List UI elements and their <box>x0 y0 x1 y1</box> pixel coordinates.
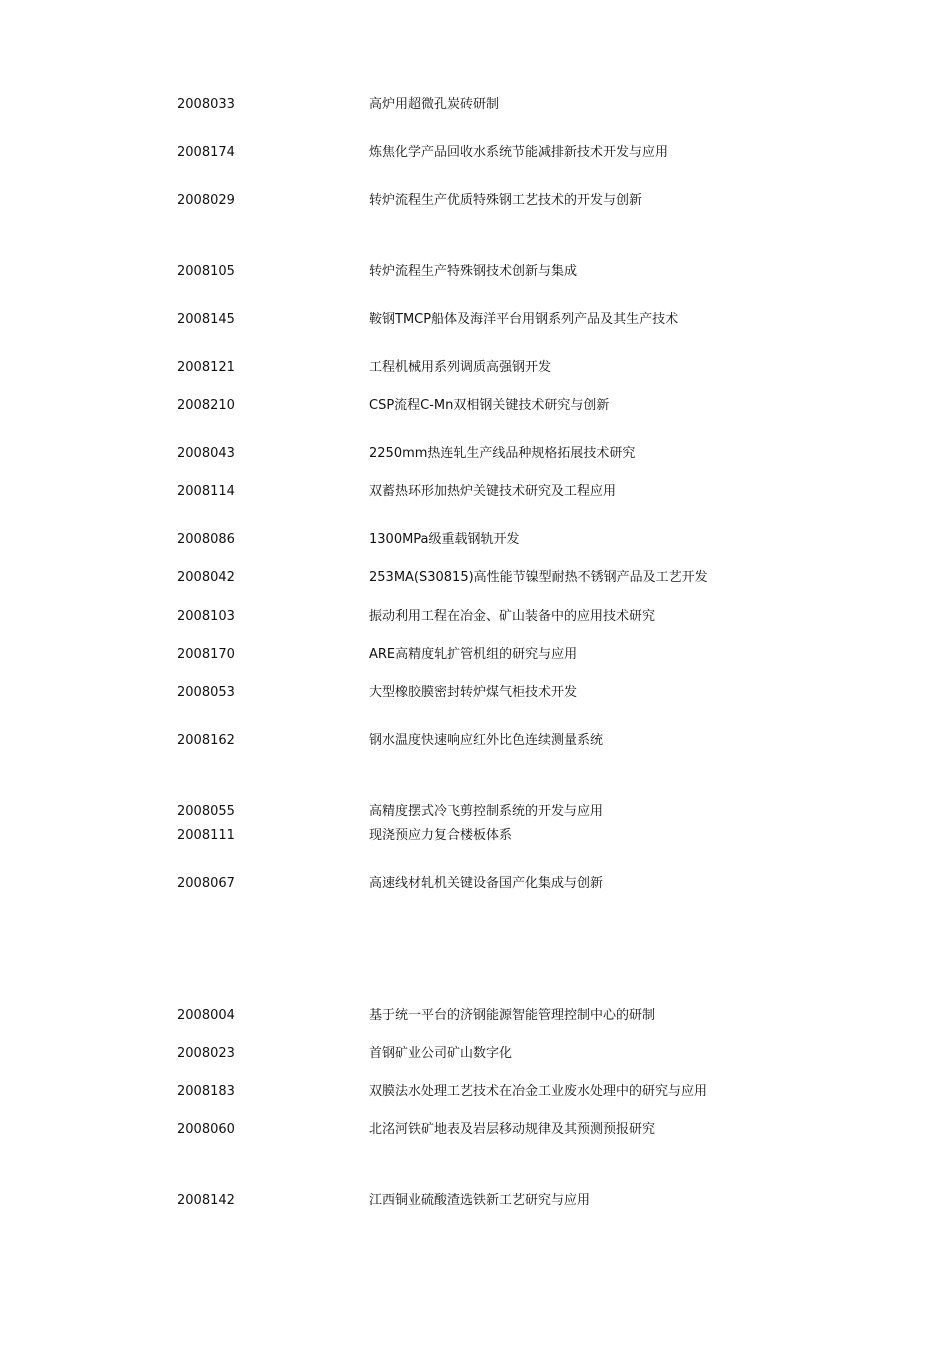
project-title: 1300MPa级重载钢轨开发 <box>369 532 520 547</box>
project-code: 2008103 <box>177 609 235 624</box>
project-code: 2008121 <box>177 360 235 375</box>
project-code: 2008023 <box>177 1046 235 1061</box>
project-code: 2008174 <box>177 145 235 160</box>
project-code: 2008183 <box>177 1084 235 1099</box>
project-title: CSP流程C-Mn双相钢关键技术研究与创新 <box>369 398 610 413</box>
project-title: 高速线材轧机关键设备国产化集成与创新 <box>369 876 604 891</box>
project-title: 转炉流程生产特殊钢技术创新与集成 <box>369 264 578 279</box>
project-title: 高炉用超微孔炭砖研制 <box>369 97 500 112</box>
project-code: 2008033 <box>177 97 235 112</box>
project-title: 江西铜业硫酸渣选铁新工艺研究与应用 <box>369 1193 591 1208</box>
project-code: 2008055 <box>177 804 235 819</box>
project-title: 基于统一平台的济钢能源智能管理控制中心的研制 <box>369 1008 656 1023</box>
project-code: 2008145 <box>177 312 235 327</box>
project-title: 双膜法水处理工艺技术在冶金工业废水处理中的研究与应用 <box>369 1084 708 1099</box>
project-code: 2008029 <box>177 193 235 208</box>
project-title: 2250mm热连轧生产线品种规格拓展技术研究 <box>369 446 636 461</box>
project-code: 2008170 <box>177 647 235 662</box>
project-code: 2008210 <box>177 398 235 413</box>
project-title: 炼焦化学产品回收水系统节能减排新技术开发与应用 <box>369 145 669 160</box>
project-title: 振动利用工程在冶金、矿山装备中的应用技术研究 <box>369 609 656 624</box>
project-code: 2008004 <box>177 1008 235 1023</box>
project-code: 2008067 <box>177 876 235 891</box>
project-title: 工程机械用系列调质高强钢开发 <box>369 360 552 375</box>
project-code: 2008111 <box>177 828 235 843</box>
project-code: 2008043 <box>177 446 235 461</box>
project-title: 鞍钢TMCP船体及海洋平台用钢系列产品及其生产技术 <box>369 312 679 327</box>
project-title: 双蓄热环形加热炉关键技术研究及工程应用 <box>369 484 617 499</box>
project-title: 大型橡胶膜密封转炉煤气柜技术开发 <box>369 685 578 700</box>
project-code: 2008042 <box>177 570 235 585</box>
project-title: 钢水温度快速响应红外比色连续测量系统 <box>369 733 604 748</box>
project-title: 现浇预应力复合楼板体系 <box>369 828 513 843</box>
project-code: 2008114 <box>177 484 235 499</box>
project-code: 2008060 <box>177 1122 235 1137</box>
project-title: 首钢矿业公司矿山数字化 <box>369 1046 513 1061</box>
project-title: 高精度摆式冷飞剪控制系统的开发与应用 <box>369 804 604 819</box>
project-code: 2008142 <box>177 1193 235 1208</box>
project-title: 253MA(S30815)高性能节镍型耐热不锈钢产品及工艺开发 <box>369 570 708 585</box>
project-title: ARE高精度轧扩管机组的研究与应用 <box>369 647 578 662</box>
project-code: 2008053 <box>177 685 235 700</box>
project-title: 北洺河铁矿地表及岩层移动规律及其预测预报研究 <box>369 1122 656 1137</box>
project-code: 2008162 <box>177 733 235 748</box>
project-code: 2008105 <box>177 264 235 279</box>
project-code: 2008086 <box>177 532 235 547</box>
project-title: 转炉流程生产优质特殊钢工艺技术的开发与创新 <box>369 193 643 208</box>
